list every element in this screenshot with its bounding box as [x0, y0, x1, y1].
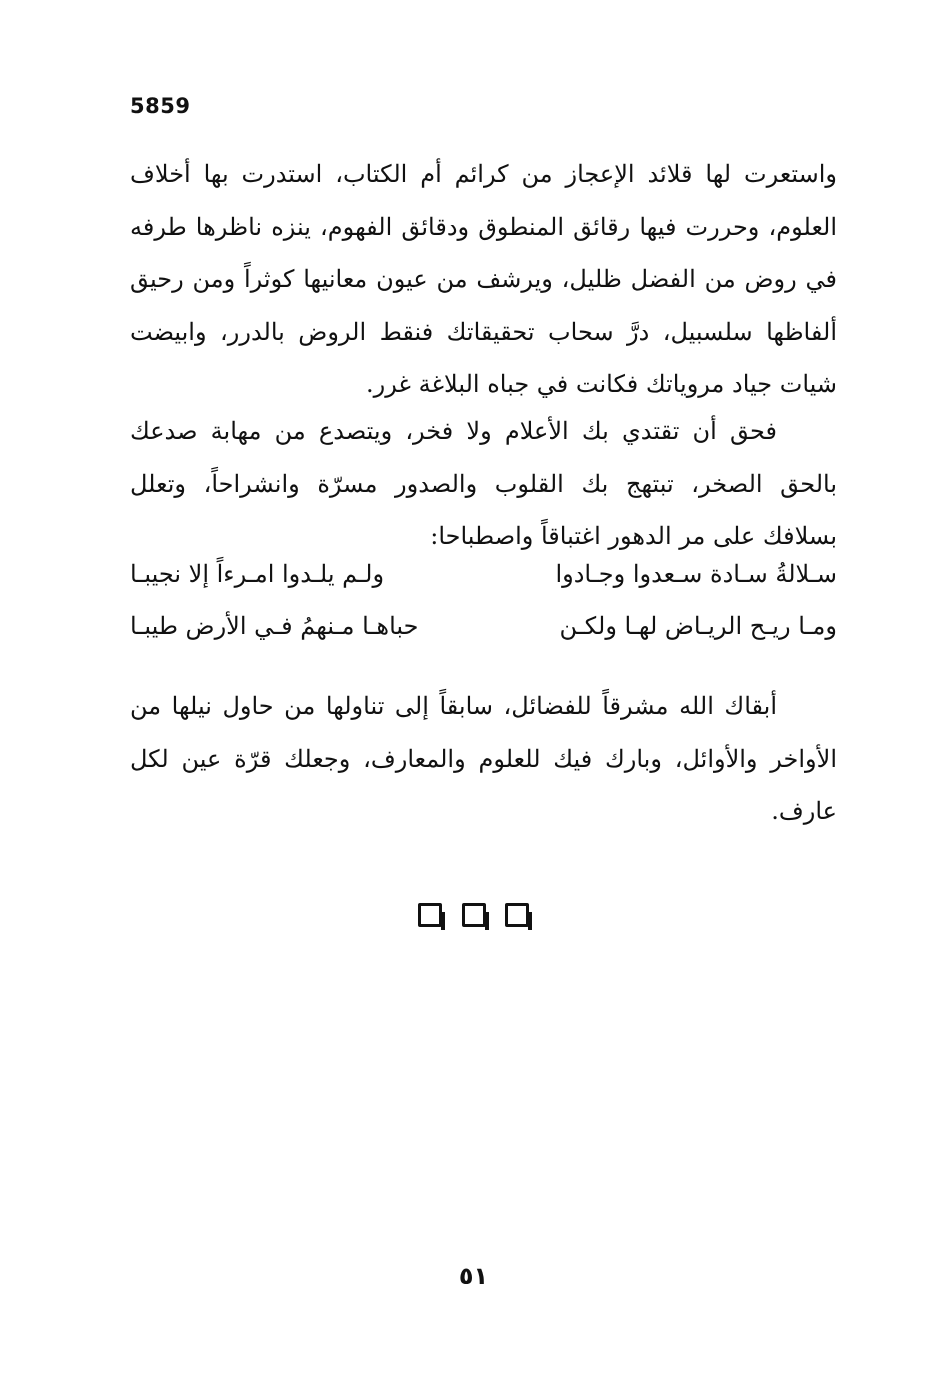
verse-1-first-hemistich: سـلالةُ سـادة سـعدوا وجـادوا [555, 560, 837, 588]
poem-verse-1 [130, 560, 837, 612]
square-ornament-icon [462, 903, 486, 927]
paragraph-2-text: فحق أن تقتدي بك الأعلام ولا فخر، ويتصدع من مهابة صدعك بالحق الصخر، تبتهج بك القلوب والصدور مسرّة وانشراحاً، وتعلل بسلافك على مر الدهور اغتباقاً واصطباحا: [130, 417, 837, 550]
verse-1-second-hemistich: ولـم يلـدوا امـرءاً إلا نجيبـا [130, 560, 385, 588]
paragraph-3 [130, 680, 837, 838]
square-ornament-icon [505, 903, 529, 927]
corner-page-number: 5859 [130, 94, 191, 118]
paragraph-3-text: أبقاك الله مشرقاً للفضائل، سابقاً إلى تناولها من حاول نيلها من الأواخر والأوائل، وبارك فيك للعلوم والمعارف، وجعلك قرّة عين لكل عارف. [130, 692, 837, 825]
paragraph-1-text: واستعرت لها قلائد الإعجاز من كرائم أم الكتاب، استدرت بها أخلاف العلوم، وحررت فيها رقائق المنطوق ودقائق الفهوم، ينزه ناظرها طرفه في روض من الفضل ظليل، ويرشف من عيون معانيها كوثراً ومن رحيق ألفاظها سلسبيل، درَّ سحاب تحقيقاتك فنقط الروض بالدرر، وابيضت شيات جياد مروياتك فكانت في جباه البلاغة غرر. [130, 160, 837, 398]
square-ornament-icon [418, 903, 442, 927]
paragraph-2 [130, 405, 837, 563]
verse-2-second-hemistich: حباهـا مـنهمُ فـي الأرض طيبـا [130, 612, 419, 640]
paragraph-1 [130, 148, 837, 411]
section-separator [0, 903, 947, 931]
page-number: ٥١ [458, 1262, 489, 1290]
poem-verse-2 [130, 612, 837, 664]
verse-2-first-hemistich: ومـا ريـح الريـاض لهـا ولكـن [559, 612, 837, 640]
